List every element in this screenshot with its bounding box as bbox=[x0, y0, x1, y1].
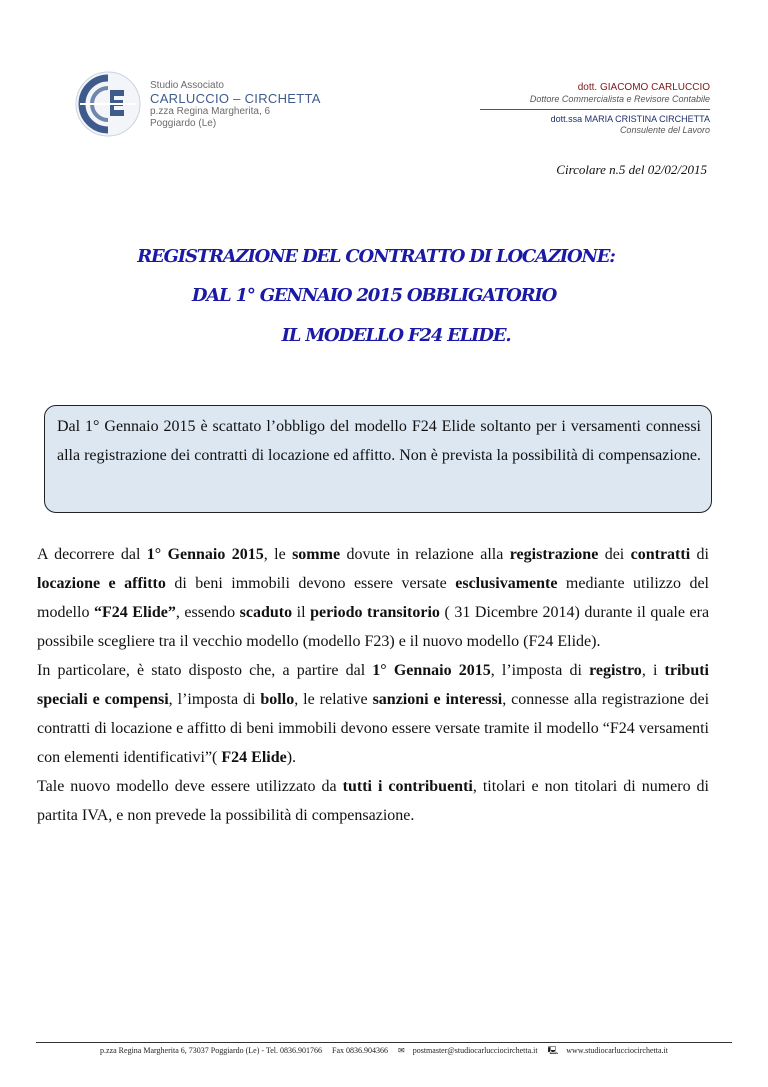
studio-type: Studio Associato bbox=[150, 80, 224, 91]
text-run: , l’imposta di bbox=[490, 662, 590, 679]
studio-name: CARLUCCIO – CIRCHETTA bbox=[150, 91, 321, 106]
web-icon: 🖳 bbox=[547, 1046, 559, 1055]
text-run: ( 31 Dicembre 2014) durante il quale era possibile scegliere tra il vecchio modello (modello F23) e il nuovo modello (F24 Elide). bbox=[37, 604, 710, 650]
bold-run: sanzioni e interessi bbox=[372, 691, 503, 708]
text-run: il bbox=[292, 604, 311, 621]
footer-fax: Fax 0836.904366 bbox=[332, 1046, 389, 1055]
title-line-1: REGISTRAZIONE DEL CONTRATTO DI LOCAZIONE: bbox=[137, 246, 615, 267]
text-run: dovute in relazione alla bbox=[340, 546, 510, 563]
title-line-3: IL MODELLO F24 ELIDE. bbox=[281, 325, 511, 346]
person2-role: Consulente del Lavoro bbox=[619, 125, 710, 135]
bold-run: periodo transitorio bbox=[310, 604, 440, 621]
professionals-info bbox=[480, 82, 710, 136]
text-run: , le relative bbox=[294, 691, 373, 708]
bold-run: F24 Elide bbox=[221, 749, 287, 766]
studio-city: Poggiardo (Le) bbox=[150, 118, 217, 129]
text-run: , essendo bbox=[175, 604, 240, 621]
text-run: , connesse alla registrazione dei contratti di locazione e affitto di beni immobili devono essere versate tramite il modello “F24 versamenti con elementi identificativi”( bbox=[37, 691, 710, 766]
bold-run: bollo bbox=[260, 691, 295, 708]
bold-run: “F24 Elide” bbox=[93, 604, 176, 621]
studio-address: p.zza Regina Margherita, 6 bbox=[150, 106, 271, 117]
bold-run: tutti i contribuenti bbox=[342, 778, 473, 795]
text-run: di beni immobili devono essere versate bbox=[165, 575, 456, 592]
bold-run: scaduto bbox=[239, 604, 293, 621]
person2-name: dott.ssa MARIA CRISTINA CIRCHETTA bbox=[550, 114, 710, 124]
footer-web[interactable]: www.studiocarlucciocirchetta.it bbox=[566, 1046, 668, 1055]
bold-run: locazione e affitto bbox=[37, 575, 166, 592]
circular-reference: Circolare n.5 del 02/02/2015 bbox=[556, 162, 707, 177]
text-run: , l’imposta di bbox=[168, 691, 261, 708]
bold-run: registro bbox=[589, 662, 642, 679]
bold-run: somme bbox=[292, 546, 341, 563]
title-line-2: DAL 1° GENNAIO 2015 OBBLIGATORIO bbox=[191, 285, 557, 306]
text-run: A decorrere dal bbox=[37, 546, 147, 563]
bold-run: 1° Gennaio 2015 bbox=[146, 546, 264, 563]
summary-box: Dal 1° Gennaio 2015 è scattato l’obbligo del modello F24 Elide soltanto per i versamenti connessi alla registrazione dei contratti di locazione ed affitto. Non è prevista la possibilità di compensazione. bbox=[44, 405, 712, 513]
bold-run: registrazione bbox=[509, 546, 599, 563]
footer bbox=[0, 1045, 768, 1059]
header-divider bbox=[480, 109, 710, 110]
bold-run: contratti bbox=[630, 546, 691, 563]
body-text bbox=[37, 540, 709, 830]
text-run: di bbox=[690, 546, 709, 563]
text-run: Tale nuovo modello deve essere utilizzato da bbox=[37, 778, 343, 795]
footer-divider bbox=[36, 1042, 732, 1043]
paragraph-3 bbox=[37, 772, 709, 830]
studio-logo bbox=[74, 70, 142, 138]
text-run: ). bbox=[286, 749, 297, 766]
paragraph-2 bbox=[37, 656, 709, 772]
person1-role: Dottore Commercialista e Revisore Contabile bbox=[529, 94, 710, 104]
bold-run: 1° Gennaio 2015 bbox=[372, 662, 491, 679]
text-run: , titolari e non titolari di numero di partita IVA, e non prevede la possibilità di compensazione. bbox=[37, 778, 710, 824]
text-run: mediante utilizzo del modello bbox=[37, 575, 710, 621]
text-run: , i bbox=[641, 662, 665, 679]
email-icon: ✉ bbox=[398, 1046, 405, 1055]
text-run: In particolare, è stato disposto che, a partire dal bbox=[37, 662, 373, 679]
footer-email[interactable]: postmaster@studiocarlucciocirchetta.it bbox=[412, 1046, 538, 1055]
paragraph-1 bbox=[37, 540, 709, 656]
bold-run: tributi speciali e compensi bbox=[37, 662, 709, 708]
person1-name: dott. GIACOMO CARLUCCIO bbox=[577, 82, 710, 93]
text-run: , le bbox=[263, 546, 293, 563]
footer-address: p.zza Regina Margherita 6, 73037 Poggiardo (Le) - Tel. 0836.901766 bbox=[100, 1046, 323, 1055]
studio-info bbox=[150, 80, 321, 130]
text-run: dei bbox=[598, 546, 631, 563]
bold-run: esclusivamente bbox=[455, 575, 558, 592]
